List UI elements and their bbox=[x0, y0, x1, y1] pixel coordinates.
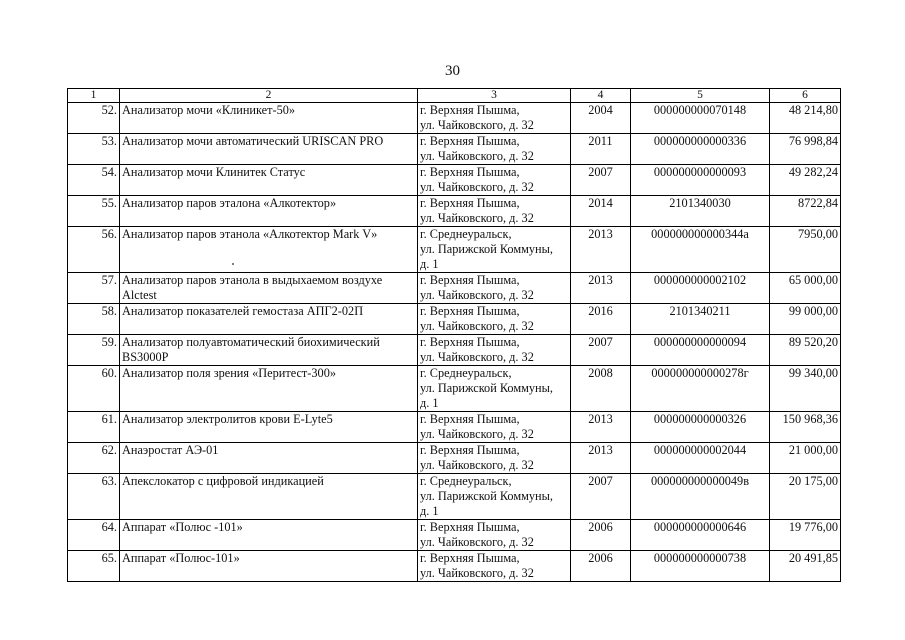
location-address bbox=[418, 551, 571, 582]
commission-year: 2013 bbox=[571, 273, 631, 304]
equipment-name: Анализатор мочи Клинитек Статус bbox=[120, 165, 418, 196]
book-value: 49 282,24 bbox=[770, 165, 841, 196]
book-value: 21 000,00 bbox=[770, 443, 841, 474]
address-line: г. Верхняя Пышма, bbox=[420, 551, 520, 565]
address-line: г. Среднеуральск, bbox=[420, 227, 512, 241]
table-row bbox=[68, 134, 841, 165]
address-line: ул. Чайковского, д. 32 bbox=[420, 180, 534, 194]
book-value: 150 968,36 bbox=[770, 412, 841, 443]
location-address bbox=[418, 520, 571, 551]
location-address bbox=[418, 443, 571, 474]
column-header: 2 bbox=[120, 89, 418, 103]
address-line: г. Верхняя Пышма, bbox=[420, 196, 520, 210]
location-address bbox=[418, 304, 571, 335]
equipment-name: Аппарат «Полюс -101» bbox=[120, 520, 418, 551]
address-line: г. Верхняя Пышма, bbox=[420, 165, 520, 179]
address-line: г. Верхняя Пышма, bbox=[420, 443, 520, 457]
inventory-number: 000000000002044 bbox=[631, 443, 770, 474]
address-line: ул. Чайковского, д. 32 bbox=[420, 288, 534, 302]
address-line: ул. Чайковского, д. 32 bbox=[420, 118, 534, 132]
location-address bbox=[418, 273, 571, 304]
inventory-number: 000000000000336 bbox=[631, 134, 770, 165]
address-line: ул. Чайковского, д. 32 bbox=[420, 319, 534, 333]
equipment-name: Анализатор полуавтоматический биохимический BS3000Р bbox=[120, 335, 418, 366]
location-address bbox=[418, 335, 571, 366]
table-row bbox=[68, 520, 841, 551]
table-row bbox=[68, 103, 841, 134]
location-address bbox=[418, 103, 571, 134]
location-address bbox=[418, 227, 571, 273]
equipment-name: Апекслокатор с цифровой индикацией bbox=[120, 474, 418, 520]
commission-year: 2006 bbox=[571, 551, 631, 582]
address-line: г. Верхняя Пышма, bbox=[420, 273, 520, 287]
book-value: 99 000,00 bbox=[770, 304, 841, 335]
commission-year: 2013 bbox=[571, 227, 631, 273]
address-line: ул. Чайковского, д. 32 bbox=[420, 211, 534, 225]
table-row bbox=[68, 412, 841, 443]
inventory-number: 000000000000646 bbox=[631, 520, 770, 551]
address-line: г. Верхняя Пышма, bbox=[420, 103, 520, 117]
inventory-number: 000000000000093 bbox=[631, 165, 770, 196]
equipment-name: Анализатор показателей гемостаза АПГ2-02П bbox=[120, 304, 418, 335]
inventory-number: 000000000000344а bbox=[631, 227, 770, 273]
book-value: 20 175,00 bbox=[770, 474, 841, 520]
book-value: 99 340,00 bbox=[770, 366, 841, 412]
equipment-name: Анализатор мочи «Клиникет-50» bbox=[120, 103, 418, 134]
table-row bbox=[68, 165, 841, 196]
book-value: 48 214,80 bbox=[770, 103, 841, 134]
row-number: 58. bbox=[68, 304, 120, 335]
book-value: 8722,84 bbox=[770, 196, 841, 227]
table-body bbox=[68, 103, 841, 582]
equipment-name: Анализатор поля зрения «Перитест-300» bbox=[120, 366, 418, 412]
table-row bbox=[68, 304, 841, 335]
location-address bbox=[418, 474, 571, 520]
table-row bbox=[68, 366, 841, 412]
address-line: д. 1 bbox=[420, 396, 439, 410]
row-number: 55. bbox=[68, 196, 120, 227]
row-number: 64. bbox=[68, 520, 120, 551]
commission-year: 2013 bbox=[571, 443, 631, 474]
table-row bbox=[68, 196, 841, 227]
inventory-number: 2101340030 bbox=[631, 196, 770, 227]
address-line: ул. Чайковского, д. 32 bbox=[420, 566, 534, 580]
location-address bbox=[418, 165, 571, 196]
row-number: 61. bbox=[68, 412, 120, 443]
stray-mark bbox=[232, 263, 234, 265]
location-address bbox=[418, 134, 571, 165]
address-line: ул. Чайковского, д. 32 bbox=[420, 427, 534, 441]
equipment-table bbox=[67, 88, 841, 582]
address-line: г. Среднеуральск, bbox=[420, 474, 512, 488]
address-line: ул. Чайковского, д. 32 bbox=[420, 458, 534, 472]
table-header-row bbox=[68, 89, 841, 103]
location-address bbox=[418, 196, 571, 227]
equipment-name: Анализатор паров эталона «Алкотектор» bbox=[120, 196, 418, 227]
inventory-number: 2101340211 bbox=[631, 304, 770, 335]
commission-year: 2011 bbox=[571, 134, 631, 165]
book-value: 20 491,85 bbox=[770, 551, 841, 582]
page-number: 30 bbox=[445, 63, 460, 79]
commission-year: 2013 bbox=[571, 412, 631, 443]
address-line: ул. Парижской Коммуны, bbox=[420, 489, 553, 503]
inventory-number: 000000000000278г bbox=[631, 366, 770, 412]
table-row bbox=[68, 273, 841, 304]
inventory-number: 000000000000738 bbox=[631, 551, 770, 582]
column-header: 6 bbox=[770, 89, 841, 103]
row-number: 62. bbox=[68, 443, 120, 474]
row-number: 60. bbox=[68, 366, 120, 412]
row-number: 52. bbox=[68, 103, 120, 134]
column-header: 1 bbox=[68, 89, 120, 103]
row-number: 53. bbox=[68, 134, 120, 165]
equipment-name: Анализатор паров этанола «Алкотектор Mark V» bbox=[120, 227, 418, 273]
table-row bbox=[68, 474, 841, 520]
address-line: г. Верхняя Пышма, bbox=[420, 520, 520, 534]
address-line: г. Верхняя Пышма, bbox=[420, 335, 520, 349]
equipment-name: Анализатор электролитов крови E-Lyte5 bbox=[120, 412, 418, 443]
inventory-number: 000000000000326 bbox=[631, 412, 770, 443]
commission-year: 2014 bbox=[571, 196, 631, 227]
commission-year: 2008 bbox=[571, 366, 631, 412]
column-header: 3 bbox=[418, 89, 571, 103]
location-address bbox=[418, 412, 571, 443]
table-row bbox=[68, 335, 841, 366]
column-header: 4 bbox=[571, 89, 631, 103]
address-line: ул. Чайковского, д. 32 bbox=[420, 535, 534, 549]
address-line: ул. Парижской Коммуны, bbox=[420, 381, 553, 395]
equipment-name: Анаэростат АЭ-01 bbox=[120, 443, 418, 474]
row-number: 59. bbox=[68, 335, 120, 366]
inventory-number: 000000000070148 bbox=[631, 103, 770, 134]
table-row bbox=[68, 227, 841, 273]
book-value: 76 998,84 bbox=[770, 134, 841, 165]
row-number: 63. bbox=[68, 474, 120, 520]
commission-year: 2006 bbox=[571, 520, 631, 551]
address-line: г. Среднеуральск, bbox=[420, 366, 512, 380]
address-line: д. 1 bbox=[420, 504, 439, 518]
address-line: г. Верхняя Пышма, bbox=[420, 304, 520, 318]
address-line: д. 1 bbox=[420, 257, 439, 271]
equipment-name: Анализатор паров этанола в выдыхаемом воздухе Alctest bbox=[120, 273, 418, 304]
commission-year: 2007 bbox=[571, 165, 631, 196]
row-number: 54. bbox=[68, 165, 120, 196]
inventory-number: 000000000000094 bbox=[631, 335, 770, 366]
address-line: ул. Чайковского, д. 32 bbox=[420, 350, 534, 364]
commission-year: 2004 bbox=[571, 103, 631, 134]
row-number: 57. bbox=[68, 273, 120, 304]
column-header: 5 bbox=[631, 89, 770, 103]
inventory-number: 000000000002102 bbox=[631, 273, 770, 304]
book-value: 65 000,00 bbox=[770, 273, 841, 304]
commission-year: 2007 bbox=[571, 335, 631, 366]
row-number: 65. bbox=[68, 551, 120, 582]
table-row bbox=[68, 551, 841, 582]
book-value: 89 520,20 bbox=[770, 335, 841, 366]
row-number: 56. bbox=[68, 227, 120, 273]
book-value: 7950,00 bbox=[770, 227, 841, 273]
equipment-name: Аппарат «Полюс-101» bbox=[120, 551, 418, 582]
inventory-number: 000000000000049в bbox=[631, 474, 770, 520]
commission-year: 2007 bbox=[571, 474, 631, 520]
location-address bbox=[418, 366, 571, 412]
book-value: 19 776,00 bbox=[770, 520, 841, 551]
commission-year: 2016 bbox=[571, 304, 631, 335]
table-row bbox=[68, 443, 841, 474]
address-line: г. Верхняя Пышма, bbox=[420, 412, 520, 426]
address-line: г. Верхняя Пышма, bbox=[420, 134, 520, 148]
address-line: ул. Чайковского, д. 32 bbox=[420, 149, 534, 163]
equipment-name: Анализатор мочи автоматический URISCAN PRO bbox=[120, 134, 418, 165]
address-line: ул. Парижской Коммуны, bbox=[420, 242, 553, 256]
